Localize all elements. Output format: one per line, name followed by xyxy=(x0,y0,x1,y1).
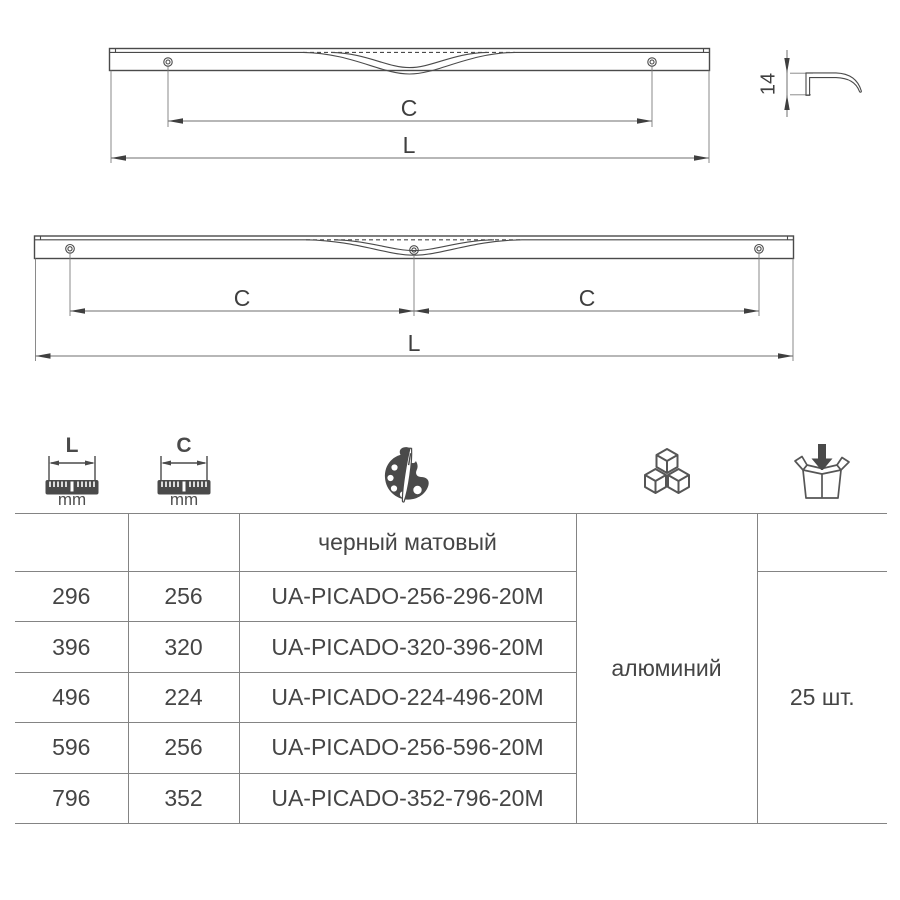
article-cell: UA-PICADO-224-496-20M xyxy=(239,672,576,722)
handle-front-view-short xyxy=(110,49,710,164)
table-header-row xyxy=(15,514,887,572)
dim-label-l: L xyxy=(402,132,416,158)
palette-icon xyxy=(381,446,433,504)
article-cell: UA-PICADO-352-796-20M xyxy=(239,773,576,823)
length-cell: 296 xyxy=(15,572,128,622)
technical-drawing xyxy=(0,0,900,432)
article-cell: UA-PICADO-256-596-20M xyxy=(239,723,576,773)
dim-label-height: 14 xyxy=(757,72,780,96)
centers-cell: 256 xyxy=(128,572,239,622)
material-cell: алюминий xyxy=(576,514,757,824)
empty-cell-c xyxy=(128,514,239,572)
empty-cell-packaging xyxy=(757,514,887,572)
dim-label-c-right: C xyxy=(578,285,596,311)
handle-front-view-long xyxy=(35,236,794,361)
centers-cell: 320 xyxy=(128,622,239,672)
length-cell: 396 xyxy=(15,622,128,672)
unit-label: mm xyxy=(57,490,87,506)
centers-letter: C xyxy=(176,434,192,457)
cube-top xyxy=(657,449,678,473)
spec-table xyxy=(15,513,887,824)
dim-label-c-left: C xyxy=(233,285,251,311)
length-cell: 496 xyxy=(15,672,128,722)
cube-bottom-right xyxy=(668,469,689,493)
handle-side-profile xyxy=(758,50,862,117)
centers-cell: 224 xyxy=(128,672,239,722)
dim-label-l: L xyxy=(407,330,421,356)
package-icon xyxy=(792,441,852,505)
packaging-cell: 25 шт. xyxy=(757,572,887,824)
centers-cell: 256 xyxy=(128,723,239,773)
table-row xyxy=(15,572,887,622)
unit-label: mm xyxy=(169,490,199,506)
profile-outline xyxy=(806,73,861,95)
cubes-icon xyxy=(638,447,696,503)
ruler-icon-l xyxy=(40,434,104,506)
centers-cell: 352 xyxy=(128,773,239,823)
length-letter: L xyxy=(65,434,79,457)
length-cell: 596 xyxy=(15,723,128,773)
color-header-cell: черный матовый xyxy=(239,514,576,572)
ruler-icon-c xyxy=(152,434,216,506)
length-cell: 796 xyxy=(15,773,128,823)
empty-cell-l xyxy=(15,514,128,572)
article-cell: UA-PICADO-320-396-20M xyxy=(239,622,576,672)
cube-bottom-left xyxy=(645,469,666,493)
article-cell: UA-PICADO-256-296-20M xyxy=(239,572,576,622)
dim-label-c: C xyxy=(400,95,418,121)
